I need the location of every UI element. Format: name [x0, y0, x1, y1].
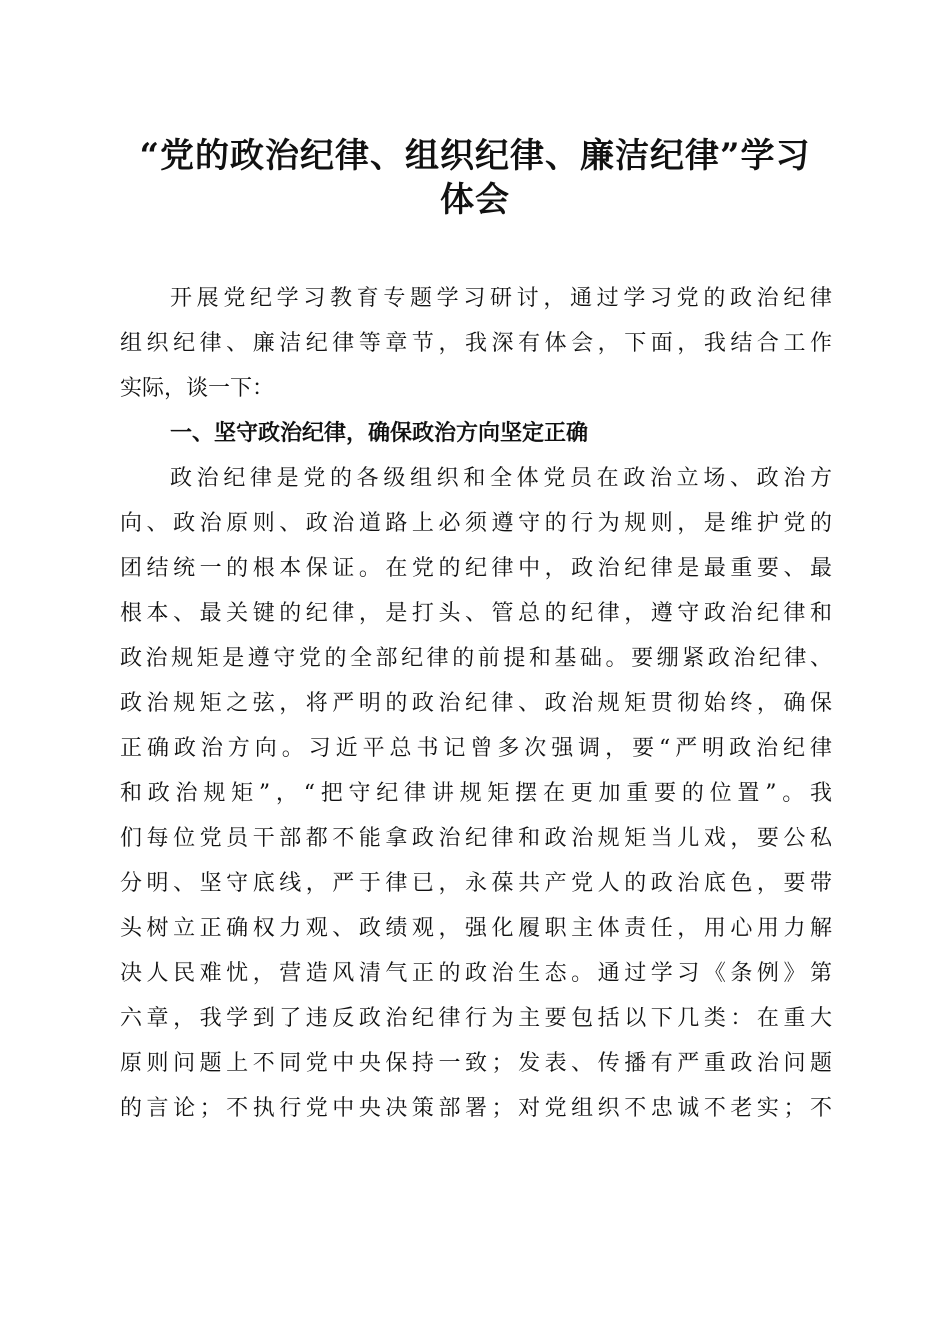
title-line-1: “党的政治纪律、组织纪律、廉洁纪律”学习 — [139, 136, 811, 176]
title-line-2: 体会 — [440, 180, 510, 220]
document-body — [120, 276, 832, 1131]
intro-line: 开展党纪学习教育专题学习研讨，通过学习党的政治纪律 — [170, 286, 832, 311]
paragraph-line: 团结统一的根本保证。在党的纪律中，政治纪律是最重要、最 — [120, 556, 832, 581]
paragraph-line: 们每位党员干部都不能拿政治纪律和政治规矩当儿戏，要公私 — [120, 826, 832, 851]
paragraph-line: 向、政治原则、政治道路上必须遵守的行为规则，是维护党的 — [120, 511, 832, 536]
paragraph-line: 政治纪律是党的各级组织和全体党员在政治立场、政治方 — [170, 466, 832, 491]
intro-line: 实际，谈一下： — [120, 376, 275, 401]
paragraph-line: 政治规矩之弦，将严明的政治纪律、政治规矩贯彻始终，确保 — [120, 691, 832, 716]
paragraph-line: 原则问题上不同党中央保持一致；发表、传播有严重政治问题 — [120, 1051, 832, 1076]
paragraph-line: 分明、坚守底线，严于律已，永葆共产党人的政治底色，要带 — [120, 871, 832, 896]
paragraph-line: 正确政治方向。习近平总书记曾多次强调，要“严明政治纪律 — [120, 736, 832, 761]
paragraph-line: 政治规矩是遵守党的全部纪律的前提和基础。要绷紧政治纪律、 — [120, 646, 832, 671]
page-title — [110, 134, 840, 222]
paragraph-line: 根本、最关键的纪律，是打头、管总的纪律，遵守政治纪律和 — [120, 601, 832, 626]
paragraph-line: 六章，我学到了违反政治纪律行为主要包括以下几类：在重大 — [120, 1006, 832, 1031]
intro-line: 组织纪律、廉洁纪律等章节，我深有体会，下面，我结合工作 — [120, 331, 832, 356]
paragraph-line: 头树立正确权力观、政绩观，强化履职主体责任，用心用力解 — [120, 916, 832, 941]
section-heading: 一、坚守政治纪律，确保政治方向坚定正确 — [170, 421, 589, 446]
paragraph-line: 的言论；不执行党中央决策部署；对党组织不忠诚不老实；不 — [120, 1096, 832, 1121]
paragraph-line: 和政治规矩”，“把守纪律讲规矩摆在更加重要的位置”。我 — [120, 781, 832, 806]
paragraph-line: 决人民难忧，营造风清气正的政治生态。通过学习《条例》第 — [120, 961, 832, 986]
